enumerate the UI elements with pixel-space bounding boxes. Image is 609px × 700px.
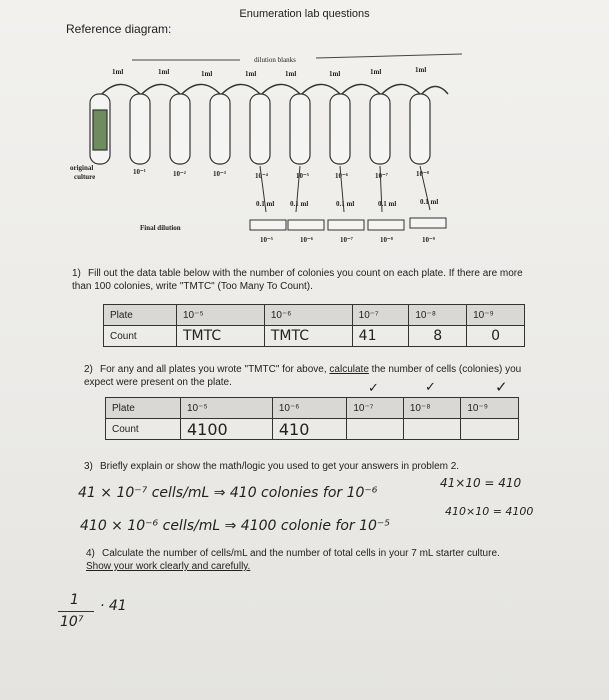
plating-volume: 0.1 ml [378, 200, 397, 208]
question-4-number: 4) [86, 548, 95, 559]
row-header-plate: Plate [106, 398, 181, 419]
transfer-label: 1ml [158, 68, 170, 76]
dilution-tube [170, 94, 190, 164]
transfer-label: 1ml [285, 70, 297, 78]
plate-cell: 10⁻⁸ [409, 305, 467, 326]
petri-plates [250, 218, 446, 230]
checkmark-icon: ✓ [425, 380, 436, 395]
petri-plate [368, 220, 404, 230]
plating-volume: 0.1 ml [290, 200, 309, 208]
question-3 [84, 460, 524, 473]
expected-cells-table [105, 397, 519, 440]
tube-dilution-label: 10⁻³ [213, 170, 226, 178]
handwritten-side-calc: 410×10 = 4100 [445, 505, 534, 518]
handwritten-fraction-denominator: 10⁷ [60, 614, 84, 630]
dilution-tube [330, 94, 350, 164]
plate-dilution-labels [260, 236, 435, 244]
transfer-label: 1ml [370, 68, 382, 76]
dilution-tube [370, 94, 390, 164]
handwritten-work-line: 41 × 10⁻⁷ cells/mL ⇒ 410 colonies for 10⁻⁶ [78, 485, 378, 501]
question-3-text: Briefly explain or show the math/logic you used to get your answers in problem 2. [100, 461, 460, 472]
petri-plate [250, 220, 286, 230]
serial-dilution-diagram [70, 44, 470, 254]
dilution-tube [250, 94, 270, 164]
dilution-tube [290, 94, 310, 164]
handwritten-work-line: 410 × 10⁻⁶ cells/mL ⇒ 4100 colonie for 10⁻⁵ [80, 518, 390, 534]
count-cell[interactable]: 0 [467, 326, 525, 347]
dilution-blanks-label: dilution blanks [254, 56, 296, 64]
row-header-plate: Plate [104, 305, 177, 326]
reference-diagram-heading: Reference diagram: [66, 22, 172, 36]
question-1 [72, 267, 542, 293]
count-cell[interactable] [403, 419, 461, 440]
question-2 [84, 363, 524, 389]
transfer-label: 1ml [329, 70, 341, 78]
final-dilution-label: Final dilution [140, 224, 181, 232]
count-cell[interactable]: TMTC [264, 326, 352, 347]
petri-plate [328, 220, 364, 230]
count-cell[interactable]: 410 [272, 419, 346, 440]
count-cell[interactable] [347, 419, 403, 440]
count-cell[interactable] [461, 419, 519, 440]
dilution-tube [130, 94, 150, 164]
plate-cell: 10⁻⁷ [352, 305, 409, 326]
dilution-tube [210, 94, 230, 164]
original-label: original [70, 164, 94, 172]
plate-cell: 10⁻⁵ [177, 305, 265, 326]
table-row [106, 398, 519, 419]
page-title: Enumeration lab questions [239, 8, 370, 20]
tube-dilution-label: 10⁻² [173, 170, 186, 178]
plate-dilution-label: 10⁻⁶ [300, 236, 313, 244]
plate-cell: 10⁻⁵ [181, 398, 273, 419]
transfer-labels [112, 66, 426, 78]
transfer-label: 1ml [245, 70, 257, 78]
question-4 [86, 547, 526, 573]
transfer-label: 1ml [112, 68, 124, 76]
count-cell[interactable]: 4100 [181, 419, 273, 440]
handwritten-side-calc: 41×10 = 410 [440, 476, 522, 490]
plate-dilution-label: 10⁻⁷ [340, 236, 353, 244]
question-4-text: Calculate the number of cells/mL and the number of total cells in your 7 mL starter culture. Show your work clearly and carefully. [86, 548, 500, 572]
tube-dilution-label: 10⁻¹ [133, 168, 146, 176]
question-1-text: Fill out the data table below with the number of colonies you count on each plate. If there are more than 100 colonies, write "TMTC" (Too Many To Count). [72, 268, 523, 292]
count-cell[interactable]: TMTC [177, 326, 265, 347]
plate-dilution-label: 10⁻⁸ [380, 236, 393, 244]
petri-plate [410, 218, 446, 228]
tube-dilution-label: 10⁻⁵ [296, 172, 309, 180]
count-cell[interactable]: 8 [409, 326, 467, 347]
question-1-number: 1) [72, 268, 81, 279]
plate-cell: 10⁻⁸ [403, 398, 461, 419]
table-row [104, 326, 525, 347]
original-culture-tube [90, 94, 110, 164]
plating-volume-labels [256, 198, 438, 208]
petri-plate [288, 220, 324, 230]
plate-dilution-label: 10⁻⁵ [260, 236, 273, 244]
plating-volume: 0.1 ml [336, 200, 355, 208]
tube-dilution-labels [70, 164, 429, 181]
question-2-number: 2) [84, 364, 93, 375]
plate-cell: 10⁻⁹ [467, 305, 525, 326]
transfer-label: 1ml [415, 66, 427, 74]
tube-dilution-label: 10⁻⁷ [375, 172, 388, 180]
question-2-text: For any and all plates you wrote "TMTC" for above, calculate the number of cells (colonies) you expect were present on the plate. [84, 364, 522, 388]
transfer-label: 1ml [201, 70, 213, 78]
culture-label: culture [74, 173, 96, 181]
table-row [106, 419, 519, 440]
question-3-number: 3) [84, 461, 93, 472]
checkmark-icon: ✓ [495, 378, 508, 396]
plate-cell: 10⁻⁶ [264, 305, 352, 326]
count-cell[interactable]: 41 [352, 326, 409, 347]
plate-cell: 10⁻⁹ [461, 398, 519, 419]
handwritten-fraction-bar [58, 611, 94, 612]
plating-volume: 0.1 ml [420, 198, 439, 206]
plate-cell: 10⁻⁷ [347, 398, 403, 419]
dilution-tube [410, 94, 430, 164]
plate-dilution-label: 10⁻⁹ [422, 236, 435, 244]
tube-dilution-label: 10⁻⁸ [416, 170, 429, 178]
colony-count-table [103, 304, 525, 347]
tube-dilution-label: 10⁻⁶ [335, 172, 348, 180]
table-row [104, 305, 525, 326]
row-header-count: Count [104, 326, 177, 347]
handwritten-multiplier: · 41 [100, 598, 127, 614]
test-tubes [90, 94, 430, 164]
plate-cell: 10⁻⁶ [272, 398, 346, 419]
row-header-count: Count [106, 419, 181, 440]
tube-dilution-label: 10⁻⁴ [255, 172, 268, 180]
checkmark-icon: ✓ [368, 381, 379, 396]
handwritten-fraction-numerator: 1 [70, 592, 79, 608]
plating-volume: 0.1 ml [256, 200, 275, 208]
